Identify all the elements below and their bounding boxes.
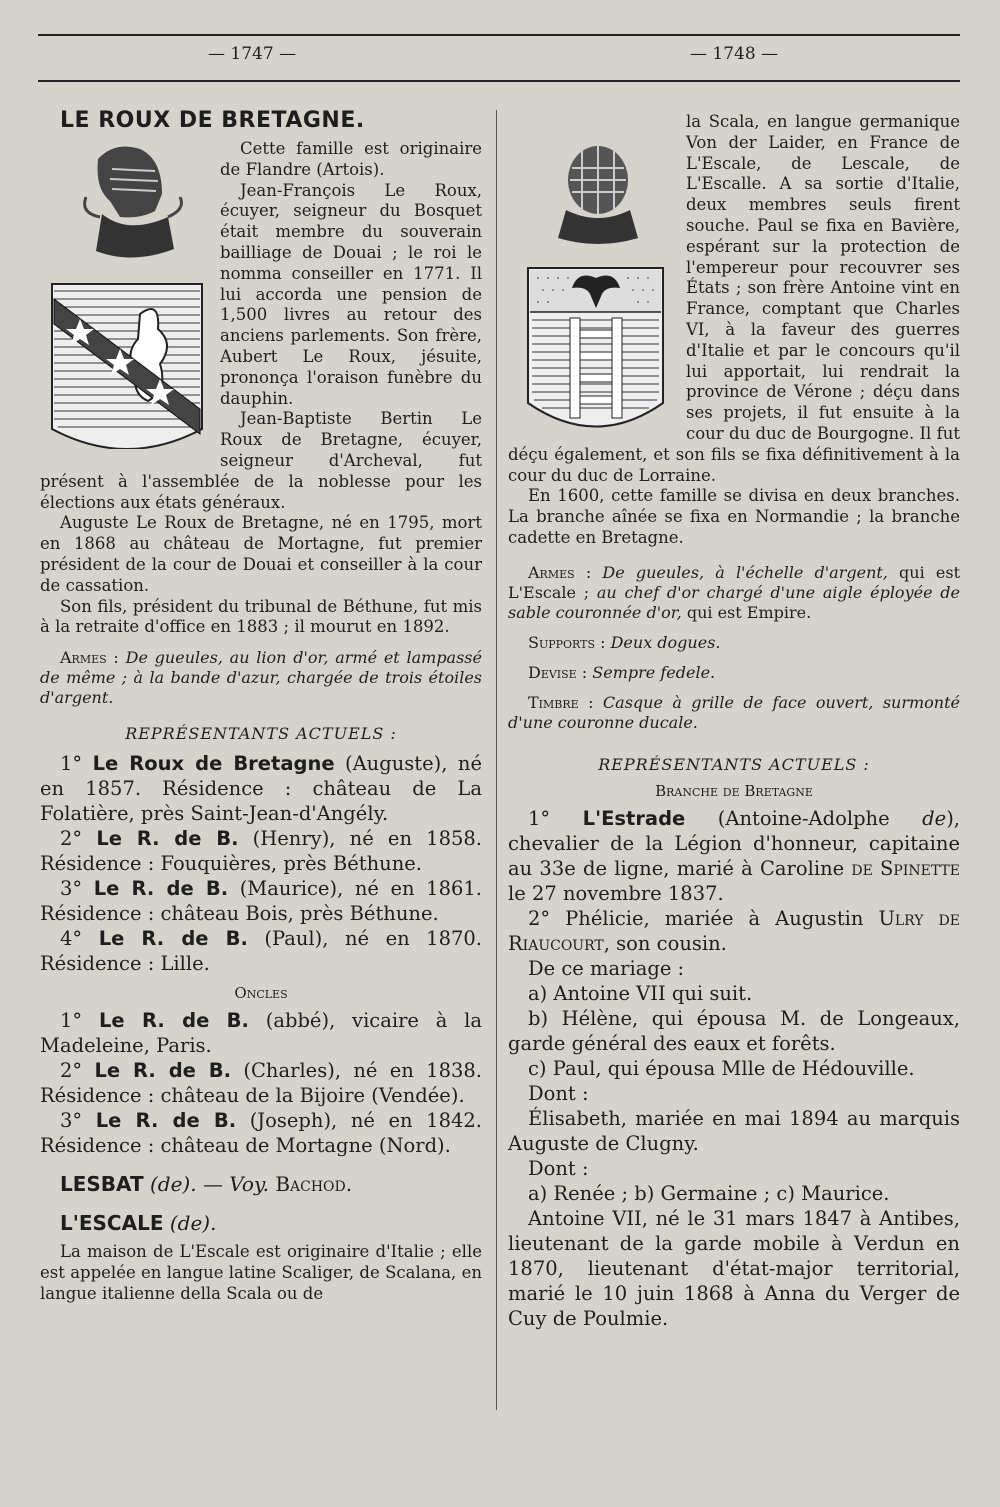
list-number: 1° xyxy=(60,752,83,776)
list-number: 1° xyxy=(60,1009,83,1033)
coat-of-arms-lescale xyxy=(508,138,676,438)
representants-heading-right: REPRÉSENTANTS ACTUELS : xyxy=(598,754,870,774)
lestrade-text-a: (Antoine-Adolphe xyxy=(685,806,923,830)
representant-details: (Henry), né en 1858. Résidence : Fouquières, près Béthune. xyxy=(40,827,482,876)
oncle-1 xyxy=(40,1008,482,1058)
genealogy-line-9: Antoine VII, né le 31 mars 1847 à Antibes, lieutenant de la garde mobile à Verdun en 1870, lieutenant d'état-major territorial, marié le 10 juin 1868 à Anna du Verger de Cuy de Poulmie. xyxy=(508,1206,960,1330)
genealogy-line-5: Dont : xyxy=(528,1081,589,1105)
representant-name: Le R. de B. xyxy=(93,877,229,901)
le-roux-paragraph-3: Jean-Baptiste Bertin Le Roux de Bretagne, écuyer, seigneur d'Archeval, fut présent à l'assemblée de la noblesse pour les élections aux états généraux. xyxy=(40,409,482,512)
representant-4 xyxy=(40,926,482,976)
devise-label: Devise : xyxy=(528,662,588,682)
lesbat-particle: (de). xyxy=(149,1172,197,1197)
lescale-armes xyxy=(508,563,960,623)
le-roux-paragraph-2: Jean-François Le Roux, écuyer, seigneur du Bosquet était membre du souverain bailliage de Douai ; le roi le nomma conseiller en 1771. Il lui accorda une pension de 1,500 livres au retour des anciens parlements. Son frère, Aubert Le Roux, jésuite, prononça l'oraison funèbre du dauphin. xyxy=(220,180,482,408)
le-roux-paragraph-5: Son fils, président du tribunal de Béthune, fut mis à la retraite d'office en 1883 ; il mourut en 1892. xyxy=(40,596,482,637)
lestrade-text-c: le 27 novembre 1837. xyxy=(508,881,724,905)
representant-name: Le R. de B. xyxy=(98,927,248,951)
top-rule xyxy=(38,34,960,36)
entry-title-le-roux: LE ROUX DE BRETAGNE. xyxy=(60,108,365,133)
coat-of-arms-le-roux xyxy=(40,139,210,449)
lestrade-entry xyxy=(508,806,960,906)
genealogy-line-8: a) Renée ; b) Germaine ; c) Maurice. xyxy=(528,1181,890,1205)
representant-1 xyxy=(40,751,482,826)
genealogy-line-4: c) Paul, qui épousa Mlle de Hédouville. xyxy=(528,1056,915,1080)
page-number-right: — 1748 — xyxy=(690,44,779,64)
oncles-heading: Oncles xyxy=(234,984,288,1003)
lescale-devise xyxy=(508,663,960,683)
oncle-details: (abbé), vicaire à la Madeleine, Paris. xyxy=(40,1009,482,1058)
lescale-name: L'ESCALE xyxy=(60,1211,164,1236)
left-column xyxy=(40,100,482,1305)
le-roux-paragraph-1: Cette famille est originaire de Flandre (Artois). xyxy=(220,139,482,179)
oncle-details: (Charles), né en 1838. Résidence : château de la Bijoire (Vendée). xyxy=(40,1059,482,1108)
lescale-paragraph-3: En 1600, cette famille se divisa en deux branches. La branche aînée se fixa en Normandie ; la branche cadette en Bretagne. xyxy=(508,486,960,547)
representant-2 xyxy=(40,826,482,876)
right-column xyxy=(508,112,960,1331)
lesbat-name: LESBAT xyxy=(60,1172,144,1197)
lestrade-name: L'Estrade xyxy=(582,806,686,830)
devise-text: Sempre fedele. xyxy=(592,662,716,682)
genealogy-line-2: a) Antoine VII qui suit. xyxy=(528,981,753,1005)
representant-name: Le Roux de Bretagne xyxy=(92,752,335,776)
lesbat-reference: Bachod. xyxy=(275,1172,353,1197)
genealogy-line-6: Élisabeth, mariée en mai 1894 au marquis Auguste de Clugny. xyxy=(508,1106,960,1155)
supports-label: Supports : xyxy=(528,632,606,652)
lescale-paragraph-2: la Scala, en langue germanique Von der Laider, en France de L'Escale, de Lescale, de L'Escalle. A sa sortie d'Italie, deux membres seuls firent souche. Paul se fixa en Bavière, espérant sur la protection de l'empereur pour recouvrer ses États ; son frère Antoine vint en France, comptant que Charles VI, à la faveur des guerres d'Italie et par le concours qu'il lui apportait, lui rendrait la province de Vérone ; déçu dans ses projets, il fut ensuite à la cour du duc de Bourgogne. Il fut déçu également, et son fils se fixa définitivement à la cour du duc de Lorraine. xyxy=(508,112,960,485)
lescale-particle: (de). xyxy=(169,1211,217,1236)
column-divider xyxy=(496,110,497,1410)
le-roux-armes xyxy=(40,648,482,708)
armes-label: Armes : xyxy=(60,648,119,668)
lescale-paragraph-1: La maison de L'Escale est originaire d'Italie ; elle est appelée en langue latine Scaliger, de Scalana, en langue italienne della Scala ou de xyxy=(40,1242,482,1303)
helmet-and-ladder-shield-icon xyxy=(508,138,676,438)
representant-details: (Maurice), né en 1861. Résidence : château Bois, près Béthune. xyxy=(40,877,483,926)
lesbat-entry xyxy=(40,1172,482,1197)
branch-heading: Branche de Bretagne xyxy=(655,781,813,800)
supports-text: Deux dogues. xyxy=(610,632,721,652)
lestrade-spouse: de Spinette xyxy=(851,856,960,880)
genealogy-line-7: Dont : xyxy=(528,1156,589,1180)
genealogy-line-1: De ce mariage : xyxy=(528,956,685,980)
list-number: 2° xyxy=(60,1059,83,1083)
lesbat-voy: — Voy. xyxy=(202,1172,269,1197)
list-number: 4° xyxy=(60,927,83,951)
phelicie-spouse: Ulry de Riaucourt xyxy=(508,906,960,955)
armes-label: Armes : xyxy=(528,562,592,582)
timbre-text: Casque à grille de face ouvert, surmonté d'une couronne ducale. xyxy=(508,692,961,732)
list-number: 3° xyxy=(60,877,83,901)
oncle-name: Le R. de B. xyxy=(95,1109,237,1133)
list-number: 2° xyxy=(60,827,83,851)
lescale-supports xyxy=(508,633,960,653)
armes-text: De gueules, au lion d'or, armé et lampassé de même ; à la bande d'azur, chargée de trois étoiles d'argent. xyxy=(40,648,482,708)
armes-text-d: qui est Empire. xyxy=(681,602,812,622)
phelicie-text-a: 2° Phélicie, mariée à Augustin xyxy=(528,906,879,930)
oncle-2 xyxy=(40,1058,482,1108)
oncle-name: Le R. de B. xyxy=(98,1009,249,1033)
armes-text-a: De gueules, à l'échelle d'argent, xyxy=(602,562,888,582)
lescale-title xyxy=(40,1211,482,1236)
armes-text-c: au chef d'or chargé d'une aigle éployée de sable couronnée d'or, xyxy=(508,582,960,622)
lestrade-particle: de xyxy=(922,806,947,830)
phelicie-entry xyxy=(508,906,960,956)
lescale-timbre xyxy=(508,693,960,733)
representant-3 xyxy=(40,876,482,926)
representant-name: Le R. de B. xyxy=(96,827,239,851)
genealogy-line-3: b) Hélène, qui épousa M. de Longeaux, garde général des eaux et forêts. xyxy=(508,1006,960,1055)
header-rule xyxy=(38,80,960,82)
list-number: 1° xyxy=(528,806,551,830)
oncle-name: Le R. de B. xyxy=(94,1059,232,1083)
armes-text-b: qui est L'Escale ; xyxy=(508,562,960,602)
representant-details: (Auguste), né en 1857. Résidence : château de La Folatière, près Saint-Jean-d'Angély. xyxy=(40,752,482,826)
representants-heading-left: REPRÉSENTANTS ACTUELS : xyxy=(125,724,397,744)
lestrade-text-b: ), chevalier de la Légion d'honneur, capitaine au 33e de ligne, marié à Caroline xyxy=(508,806,960,880)
oncle-details: (Joseph), né en 1842. Résidence : château de Mortagne (Nord). xyxy=(40,1109,482,1158)
phelicie-text-b: , son cousin. xyxy=(603,931,727,955)
page-number-left: — 1747 — xyxy=(208,44,297,64)
le-roux-paragraph-4: Auguste Le Roux de Bretagne, né en 1795, mort en 1868 au château de Mortagne, fut premier président de la cour de Douai et conseiller à la cour de cassation. xyxy=(40,513,482,595)
oncle-3 xyxy=(40,1108,482,1158)
timbre-label: Timbre : xyxy=(528,692,594,712)
list-number: 3° xyxy=(60,1109,83,1133)
representant-details: (Paul), né en 1870. Résidence : Lille. xyxy=(40,927,482,976)
helmet-and-shield-icon xyxy=(40,139,210,449)
